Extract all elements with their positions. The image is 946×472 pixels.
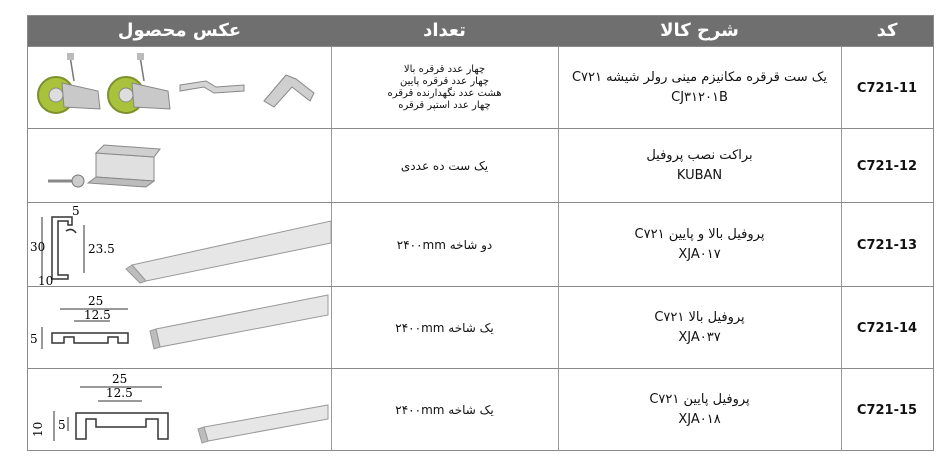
quantity-list: چهار عدد قرقره بالا چهار عدد قرقره پایین هشت عدد نگهدارنده قرقره چهار عدد استپر قرقره bbox=[387, 64, 502, 111]
product-code: C721-14 bbox=[856, 320, 918, 336]
table-header bbox=[28, 16, 933, 46]
product-table bbox=[27, 15, 934, 451]
profile-bar-icon bbox=[28, 369, 331, 451]
dim-label: 5 bbox=[30, 332, 38, 346]
dim-label: 12.5 bbox=[84, 308, 111, 322]
dim-label: 25 bbox=[112, 372, 128, 386]
table-row bbox=[28, 128, 933, 203]
header-description: شرح کالا bbox=[660, 20, 739, 41]
header-code: کد bbox=[876, 20, 898, 41]
product-model: XJA۰۱۸ bbox=[678, 412, 721, 427]
dim-label: 5 bbox=[72, 204, 80, 218]
product-name: پروفیل پایین C۷۲۱ bbox=[649, 392, 750, 407]
profile-bar-icon bbox=[28, 287, 331, 369]
bracket-icon bbox=[34, 133, 330, 199]
header-image: عکس محصول bbox=[117, 20, 242, 41]
quantity-text: دو شاخه ۲۴۰۰mm bbox=[396, 238, 493, 252]
quantity-text: یک شاخه ۲۴۰۰mm bbox=[395, 403, 494, 417]
dim-label: 30 bbox=[30, 240, 46, 254]
product-name: یک ست قرقره مکانیزم مینی رولر شیشه C۷۲۱ bbox=[571, 70, 828, 85]
product-model: XJA۰۳۷ bbox=[678, 330, 721, 345]
product-name: پروفیل بالا C۷۲۱ bbox=[654, 310, 745, 325]
quantity-text: یک شاخه ۲۴۰۰mm bbox=[395, 321, 494, 335]
profile-bar-icon bbox=[28, 203, 331, 287]
quantity-text: یک ست ده عددی bbox=[400, 159, 489, 173]
table-row bbox=[28, 286, 933, 369]
product-model: CJ۳۱۲۰۱B bbox=[671, 90, 728, 105]
table-row bbox=[28, 202, 933, 287]
dim-label: 25 bbox=[88, 294, 104, 308]
product-code: C721-15 bbox=[856, 402, 918, 418]
product-code: C721-12 bbox=[856, 158, 918, 174]
table-row bbox=[28, 368, 933, 451]
dim-label: 10 bbox=[31, 421, 45, 437]
dim-label: 23.5 bbox=[88, 242, 115, 256]
product-name: پروفیل بالا و پایین C۷۲۱ bbox=[634, 227, 765, 242]
header-quantity: تعداد bbox=[423, 20, 466, 41]
dim-label: 10 bbox=[38, 274, 54, 287]
dim-label: 5 bbox=[58, 418, 66, 432]
product-code: C721-11 bbox=[856, 80, 918, 96]
table-row bbox=[28, 46, 933, 129]
product-name: براکت نصب پروفیل bbox=[646, 148, 753, 163]
product-code: C721-13 bbox=[856, 237, 918, 253]
dim-label: 12.5 bbox=[106, 386, 133, 400]
screw-icon bbox=[48, 175, 84, 187]
product-model: XJA۰۱۷ bbox=[678, 247, 721, 262]
product-model: KUBAN bbox=[676, 168, 723, 183]
roller-wheel-icon bbox=[34, 51, 330, 125]
